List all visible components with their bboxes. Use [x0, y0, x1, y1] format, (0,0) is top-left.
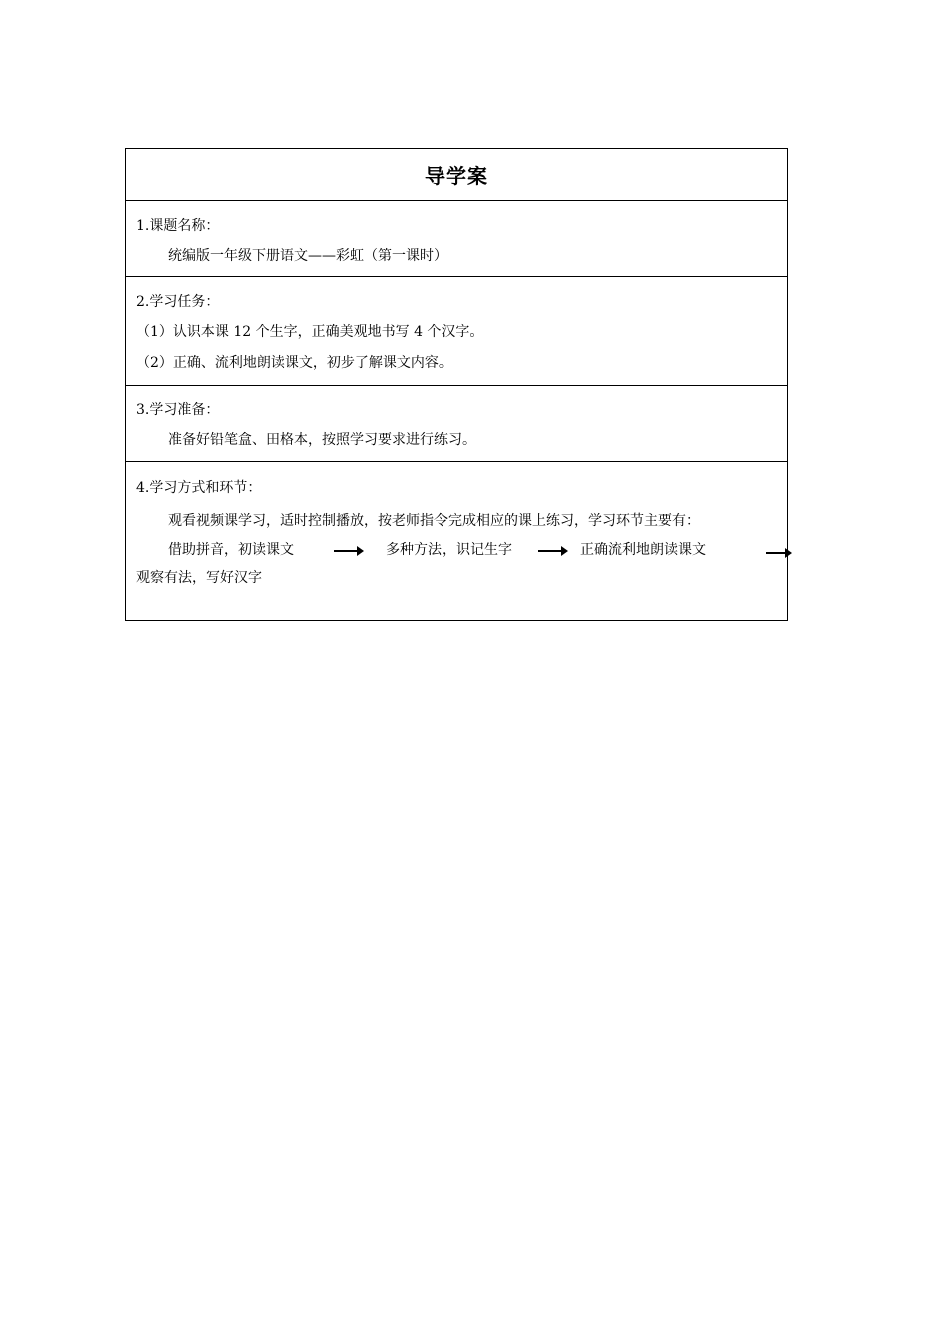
section-preparation [126, 386, 787, 462]
step-3: 正确流利地朗读课文 [580, 542, 706, 558]
task-item-2: （2）正确、流利地朗读课文，初步了解课文内容。 [136, 355, 453, 371]
section-method-heading: 4.学习方式和环节： [136, 480, 262, 496]
section-tasks-heading: 2.学习任务： [136, 294, 220, 310]
arrow-icon [538, 550, 562, 552]
title-cell [126, 149, 787, 201]
section-method [126, 462, 787, 620]
study-guide-table [125, 148, 788, 621]
learning-steps-flow [126, 540, 787, 560]
section-topic-text: 统编版一年级下册语文——彩虹（第一课时） [168, 248, 448, 264]
task-item-1: （1）认识本课 12 个生字，正确美观地书写 4 个汉字。 [136, 324, 484, 340]
step-4: 观察有法，写好汉字 [136, 570, 262, 586]
section-topic [126, 201, 787, 277]
section-preparation-text: 准备好铅笔盒、田格本，按照学习要求进行练习。 [168, 432, 476, 448]
section-topic-heading: 1.课题名称： [136, 218, 220, 234]
step-2: 多种方法，识记生字 [386, 542, 512, 558]
section-method-text: 观看视频课学习，适时控制播放，按老师指令完成相应的课上练习，学习环节主要有： [168, 513, 700, 529]
document-title: 导学案 [425, 164, 488, 188]
section-preparation-heading: 3.学习准备： [136, 402, 220, 418]
arrow-icon [766, 552, 786, 554]
arrow-icon [334, 550, 358, 552]
step-1: 借助拼音，初读课文 [168, 542, 294, 558]
section-tasks [126, 277, 787, 386]
